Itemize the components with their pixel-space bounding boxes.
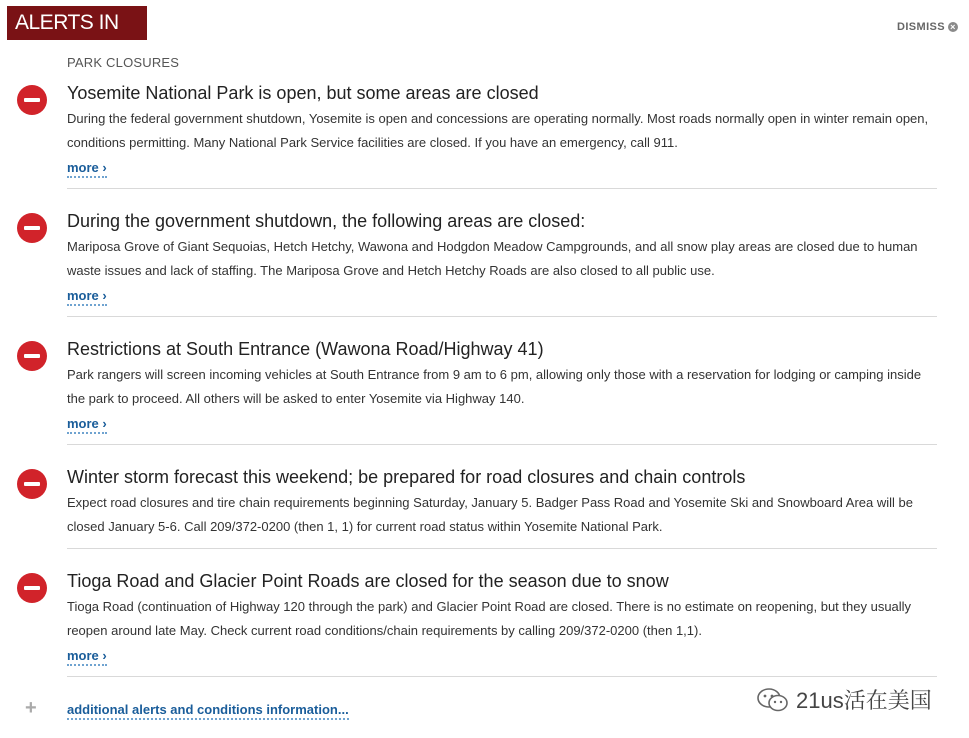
alert-title: During the government shutdown, the following areas are closed: [67, 211, 586, 231]
alert-title: Tioga Road and Glacier Point Roads are closed for the season due to snow [67, 571, 669, 591]
more-link[interactable]: more › [67, 288, 107, 306]
alert-title: Winter storm forecast this weekend; be prepared for road closures and chain controls [67, 467, 746, 487]
divider [67, 676, 937, 677]
more-link[interactable]: more › [67, 416, 107, 434]
plus-icon: + [25, 697, 37, 719]
divider [67, 444, 937, 445]
alert-body: Tioga Road (continuation of Highway 120 through the park) and Glacier Point Road are closed. There is no estimate on reopening, but they usually reopen around late May. Check current road conditions/chain requirements by calling 209/372-0200 (then 1,1). [67, 599, 912, 638]
additional-alerts-link[interactable]: additional alerts and conditions information... [67, 702, 349, 720]
x-circle-icon: × [948, 22, 958, 32]
alert-body: During the federal government shutdown, Yosemite is open and concessions are operating normally. Most roads normally open in winter remain open, conditions permitting. Many National Park Service facilities are closed. If you have an emergency, call 911. [67, 111, 929, 150]
watermark [756, 684, 932, 715]
dismiss-label: DISMISS [896, 21, 945, 33]
alert-title: Yosemite National Park is open, but some areas are closed [67, 83, 539, 103]
alert-title: Restrictions at South Entrance (Wawona Road/Highway 41) [67, 339, 544, 359]
watermark-text: 21us活在美国 [796, 688, 932, 713]
alert-body: Mariposa Grove of Giant Sequoias, Hetch Hetchy, Wawona and Hodgdon Meadow Campgrounds, and all snow play areas are closed due to human waste issues and lack of staffing. The Mariposa Grove and Hetch Hetchy Roads are also closed to all public use. [67, 239, 918, 278]
closed-icon [17, 213, 47, 243]
divider [67, 548, 937, 549]
closed-icon [17, 573, 47, 603]
wechat-icon [756, 686, 790, 714]
more-link[interactable]: more › [67, 648, 107, 666]
alerts-header-badge: ALERTS IN EFFECT [7, 6, 147, 40]
divider [67, 188, 937, 189]
dismiss-button[interactable] [897, 21, 958, 33]
closed-icon [17, 469, 47, 499]
divider [67, 316, 937, 317]
more-link[interactable]: more › [67, 160, 107, 178]
section-label: PARK CLOSURES [67, 55, 180, 70]
closed-icon [17, 85, 47, 115]
alert-body: Park rangers will screen incoming vehicles at South Entrance from 9 am to 6 pm, allowing only those with a reservation for lodging or camping inside the park to proceed. All others will be asked to enter Yosemite via Highway 140. [67, 367, 922, 406]
closed-icon [17, 341, 47, 371]
alert-body: Expect road closures and tire chain requirements beginning Saturday, January 5. Badger Pass Road and Yosemite Ski and Snowboard Area will be closed January 5-6. Call 209/372-0200 (then 1, 1) for current road status within Yosemite National Park. [67, 495, 913, 534]
